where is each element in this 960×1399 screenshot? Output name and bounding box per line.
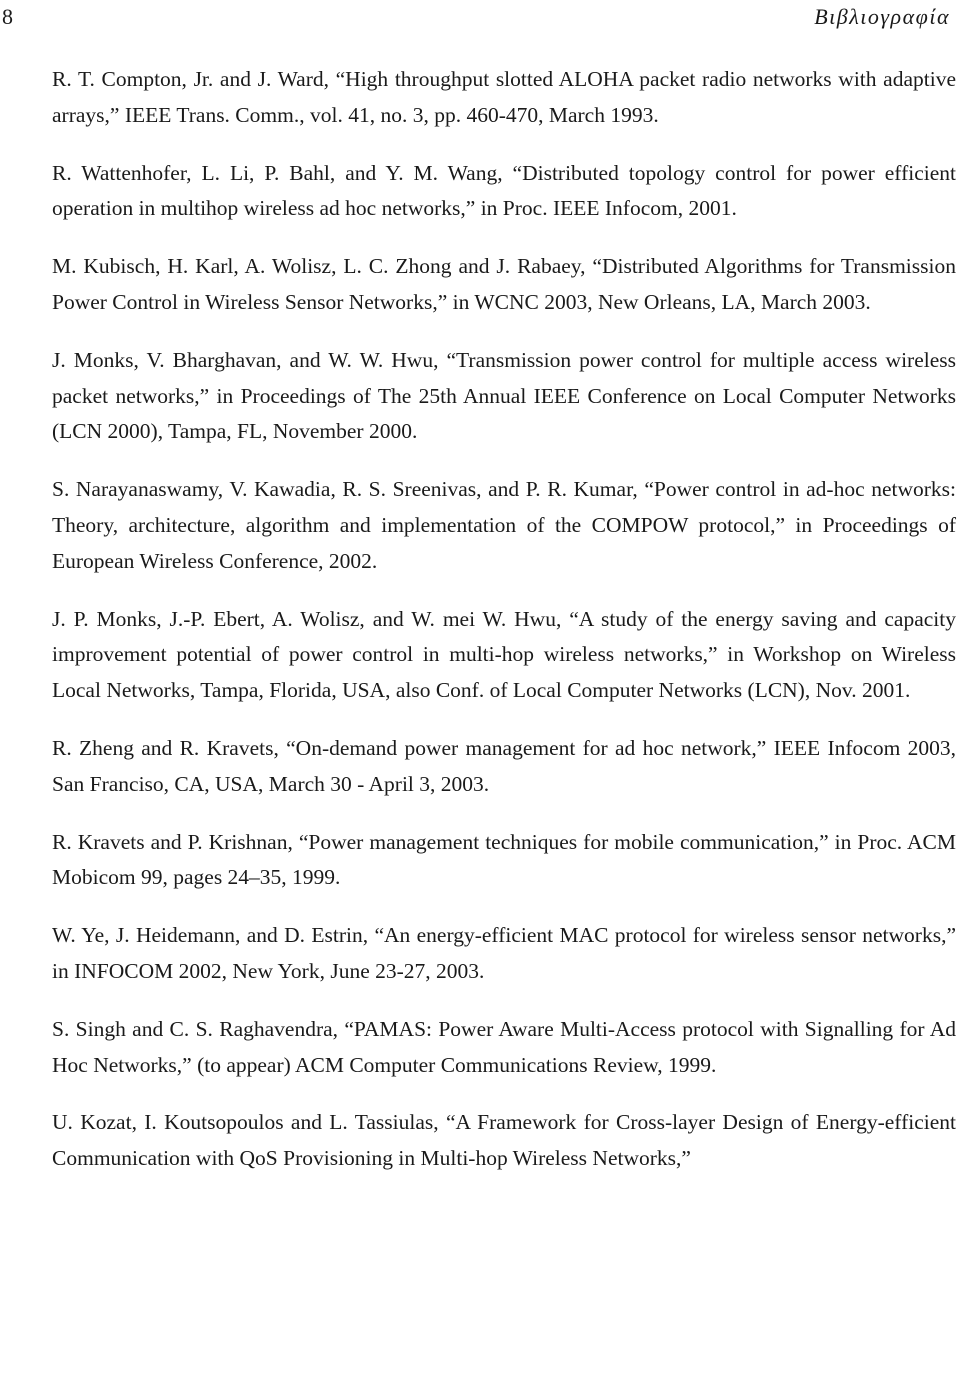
reference-label — [0, 825, 52, 861]
reference-item — [0, 1012, 956, 1084]
reference-label — [0, 343, 52, 379]
page-number: 8 — [2, 4, 13, 29]
reference-list — [0, 62, 956, 1199]
reference-text: M. Kubisch, H. Karl, A. Wolisz, L. C. Zhong and J. Rabaey, “Distributed Algorithms for Transmission Power Control in Wireless Sensor Networks,” in WCNC 2003, New Orleans, LA, March 2003. — [52, 254, 956, 314]
reference-text: R. Wattenhofer, L. Li, P. Bahl, and Y. M. Wang, “Distributed topology control for power efficient operation in multihop wireless ad hoc networks,” in Proc. IEEE Infocom, 2001. — [52, 160, 956, 221]
reference-label — [0, 249, 52, 285]
reference-item — [0, 825, 956, 897]
reference-text: R. Zheng and R. Kravets, “On-demand power management for ad hoc network,” IEEE Infocom 2003, San Franciso, CA, USA, March 30 - April 3, 2003. — [52, 735, 956, 796]
reference-label — [0, 62, 52, 98]
running-title: Βιβλιογραφία — [814, 4, 950, 29]
reference-item — [0, 343, 956, 450]
reference-item — [0, 156, 956, 228]
reference-label — [0, 918, 52, 954]
reference-label — [0, 1012, 52, 1048]
reference-label — [0, 472, 52, 508]
reference-label — [0, 602, 52, 638]
reference-text: R. T. Compton, Jr. and J. Ward, “High throughput slotted ALOHA packet radio networks with adaptive arrays,” IEEE Trans. Comm., vol. 41, no. 3, pp. 460-470, March 1993. — [52, 67, 956, 127]
reference-item — [0, 249, 956, 321]
reference-item — [0, 62, 956, 134]
reference-label — [0, 731, 52, 767]
reference-text: J. P. Monks, J.-P. Ebert, A. Wolisz, and W. mei W. Hwu, “A study of the energy saving and capacity improvement potential of power control in multi-hop wireless networks,” in Workshop on Wireless Local Networks, Tampa, Florida, USA, also Conf. of Local Computer Networks (LCN), Nov. 2001. — [52, 606, 956, 703]
reference-label — [0, 1105, 52, 1141]
reference-text: W. Ye, J. Heidemann, and D. Estrin, “An energy-efficient MAC protocol for wireless sensor networks,” in INFOCOM 2002, New York, June 23-27, 2003. — [52, 923, 956, 983]
reference-text: S. Narayanaswamy, V. Kawadia, R. S. Sreenivas, and P. R. Kumar, “Power control in ad-hoc networks: Theory, architecture, algorithm and implementation of the COMPOW protocol,” in Proceedings of European Wireless Conference, 2002. — [52, 477, 956, 573]
page-header — [0, 0, 960, 40]
reference-text: R. Kravets and P. Krishnan, “Power management techniques for mobile communication,” in Proc. ACM Mobicom 99, pages 24–35, 1999. — [52, 829, 956, 890]
reference-text: U. Kozat, I. Koutsopoulos and L. Tassiulas, “A Framework for Cross-layer Design of Energy-efficient Communication with QoS Provisioning in Multi-hop Wireless Networks,” — [52, 1110, 956, 1171]
reference-text: S. Singh and C. S. Raghavendra, “PAMAS: Power Aware Multi-Access protocol with Signalling for Ad Hoc Networks,” (to appear) ACM Computer Communications Review, 1999. — [52, 1016, 956, 1077]
reference-item — [0, 1105, 956, 1177]
reference-item — [0, 731, 956, 803]
reference-item — [0, 918, 956, 990]
reference-label — [0, 156, 52, 192]
reference-item — [0, 602, 956, 709]
reference-item — [0, 472, 956, 579]
reference-text: J. Monks, V. Bharghavan, and W. W. Hwu, “Transmission power control for multiple access wireless packet networks,” in Proceedings of The 25th Annual IEEE Conference on Local Computer Networks (LCN 2000), Tampa, FL, November 2000. — [52, 347, 956, 444]
